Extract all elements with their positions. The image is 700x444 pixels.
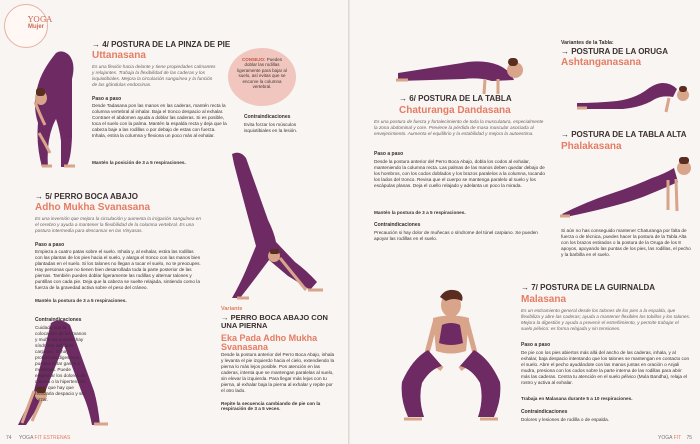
section7-title: → 7/ POSTURA DE LA GUIRNALDA (521, 283, 656, 292)
section6-hold: Mantén la postura de 3 a 5 respiraciones. (374, 210, 466, 215)
forward-fold-figure (12, 45, 90, 173)
section6-subtitle: Chaturanga Dandasana (399, 105, 511, 116)
section5-intro: Es una inversión que mejora la circulación y aumenta la irrigación sanguínea en el cerebro y ayuda a mantener la flexibilidad de la columna vertebral. Es una postura intermedia para descansar en las Vinyasas. (35, 216, 201, 234)
section6-contraindications: Precaución si hay dolor de muñecas o síndrome del túnel carpiano. Se pueden apoyar las rodillas en el suelo. (374, 230, 538, 242)
section6-step-title: Paso a paso (374, 151, 404, 157)
section4-contraindications-title: Contraindicaciones (244, 114, 291, 120)
left-footer (6, 435, 70, 441)
variants-label: Variantes de la Tabla: (561, 40, 614, 46)
section4-step-title: Paso a paso (92, 96, 122, 102)
tip-callout-title: CONSEJO: (241, 57, 266, 62)
section7-contraindications-title: Contraindicaciones (521, 409, 568, 415)
section4-hold: Mantén la posición de 3 a 5 respiraciones. (92, 160, 186, 165)
right-footer (658, 435, 692, 441)
variant-label: Variante (221, 306, 243, 312)
section7-contraindications: Dolores y lesiones de rodilla o de espalda. (521, 417, 610, 422)
section5-contraindications: Cuidado con la colocación de las manos y muñecas cuando hay síndrome del túnel carpiano. Si hay problemas digestivos puedes notar gases o molestias. Puede empeorar los dolores de cabeza o la hipertensión por lo que hay que realizarla despacio y sin forzar. (35, 325, 87, 403)
section7-steps: De pie con los pies abiertos más allá del ancho de las caderas, inhala, y al exhalar, baja despacio intentando que los talones se mantengan en contacto con el suelo. Abre el pecho ayudándote con las manos juntas en oración o Anjali mudra, presiona con los codos sobre la parte interna de las rodillas para abrir más las caderas. Centra tu atención en el suelo pélvico (Mula Bandha), relaja el rostro y activa al exhalar. (521, 350, 690, 386)
variant-title: → PERRO BOCA ABAJO CON UNA PIERNA (221, 313, 328, 330)
logo-mujer-text: Mujer (28, 24, 45, 30)
section6-title: → 6/ POSTURA DE LA TABLA (399, 94, 512, 103)
section4-steps: Desde Tadasana pon las manos en las caderas, mantén recta la columna vertebral al inhalar. Baja el tronco despacio al exhalar. Contraer el abdomen ayuda a doblar las caderas. Si es posible, toca el suelo con la palma. Mantén la espalda recta y deja que la cabeza baje a las rodillas o por debajo de estas con fuerza. Inhala, estira la columna y flexiona un poco más al exhalar. (92, 103, 227, 139)
tabla-alta-subtitle: Phalakasana (561, 141, 622, 152)
variant-text: Desde la postura anterior del Perro Boca Abajo, inhala y levanta el pie izquierdo hacia el cielo, extendiendo la pierna lo más lejos posible. Pon atención en las caderas, intenta que se mantengan paralelas al suelo, sin elevar la izquierda. Para llegar más lejos con tu pierna, al exhalar baja la pierna al exhalar y repite por el otro lado. (221, 352, 335, 394)
section7-hold: Trabaja en Malasana durante 5 a 10 respiraciones. (521, 396, 633, 401)
section7-step-title: Paso a paso (521, 342, 551, 348)
section4-title: → 4/ POSTURA DE LA PINZA DE PIE (92, 40, 231, 49)
section5-hold: Mantén la postura de 3 a 5 respiraciones. (35, 298, 127, 303)
section4-subtitle: Uttanasana (92, 50, 146, 61)
variant-repeat: Repite la secuencia cambiando de pie con la respiración de 3 a 5 veces. (221, 401, 321, 411)
logo-yoga-text: YOGA (28, 15, 53, 24)
left-footer-brand-suffix: FIT ESTRENAS (34, 435, 71, 441)
section6-contraindications-title: Contraindicaciones (374, 222, 421, 228)
oruga-title: → POSTURA DE LA ORUGA (561, 47, 668, 56)
right-footer-brand: YOGA (658, 435, 673, 441)
section5-title: → 5/ PERRO BOCA ABAJO (35, 192, 138, 201)
section5-contraindications-title: Contraindicaciones (35, 317, 82, 323)
section6-intro: Es una postura de fuerza y fortalecimiento de toda la musculatura, especialmente la zona abdominal y core. Previene la pérdida de masa muscular asociada al envejecimiento. Aumenta el equilibrio y la estabilidad y mejora la autoestima. (374, 119, 544, 137)
tip-callout-text (236, 57, 288, 89)
section4-contraindications: Evita forzar los músculos isquiotibiales en la lesión. (244, 122, 298, 134)
tabla-alta-title: → POSTURA DE LA TABLA ALTA (561, 130, 687, 139)
section4-intro: Es una flexión hacia delante y tiene propiedades calmantes y relajantes. Trabaja la flexibilidad de las caderas y los isquiotibiales. Mejora la circulación sanguínea y la función de las glándulas endocrinas. (92, 64, 216, 88)
tip-callout-body: Puedes doblar las rodillas ligeramente para bajar al suelo, así evitas que se encorve la columna vertebral. (237, 57, 287, 89)
left-page-number: 74 (6, 435, 12, 441)
oruga-subtitle: Ashtanganasana (561, 57, 642, 68)
left-footer-brand: YOGA (18, 435, 34, 441)
section7-intro: Es un estiramiento general desde los talones de los pies a la espalda, que flexibiliza y abre las caderas; ayuda a mantener flexibles los tobillos y los talones. Mejora la digestión y ayuda a prevenir el estreñimiento, y permite trabajar el suelo pélvico: es forma relajada y sin tensiones. (521, 308, 691, 332)
left-page (0, 0, 348, 444)
section5-subtitle: Adho Mukha Svanasana (35, 202, 151, 213)
section5-step-title: Paso a paso (35, 242, 65, 248)
section7-subtitle: Malasana (521, 294, 567, 305)
one-leg-down-dog-figure (222, 150, 340, 300)
section6-steps: Desde la postura anterior del Perro Boca Abajo, dobla los codos al exhalar, manteniendo la columna recta. Las palmas de las manos deben quedar debajo de los hombros, con los codos doblados y los brazos paralelos a la columna, tocando los lados del tronco. Revisa que el cuerpo se mantenga paralelo al suelo y los escápulas planas. Deja el cuello relajado y adelanta un poco la mirada. (374, 159, 545, 189)
right-footer-brand-suffix: FIT (673, 435, 682, 441)
right-page (350, 0, 700, 444)
garland-pose-figure (388, 287, 518, 433)
variant-subtitle: Eka Pada Adho Mukha Svanasana (221, 333, 318, 353)
variant-explanation: Si aún no has conseguido mantener Chaturanga por falta de fuerza o de técnica, puedes hacer la postura de la Tabla Alta con los brazos estirados o la postura de la Oruga de los 8 apoyos, apoyando las puntas de los pies, las rodillas, el pecho y la barbilla en el suelo. (561, 228, 691, 258)
right-page-number: 75 (686, 435, 692, 441)
high-plank-figure (556, 150, 696, 220)
caterpillar-pose-figure (573, 77, 694, 119)
chaturanga-figure (394, 35, 532, 101)
section5-steps: Empieza a cuatro patas sobre el suelo. Inhala y, al exhalar, estira las rodillas con las plantas de los pies hacia el suelo, y alarga el tronco con las manos bien plantadas en el suelo. Si los talones no llegan a tocar el suelo, no te preocupes. Hay personas que no tienen bien desarrollada toda la parte posterior de las piernas. También puedes doblar ligeramente las rodillas y alternar talones y puntillas con cada pie. Deja que la cabeza se suelte relajada, sintiendo como la fuerza de la gravedad activa sobre el peso del cráneo. (35, 249, 201, 291)
